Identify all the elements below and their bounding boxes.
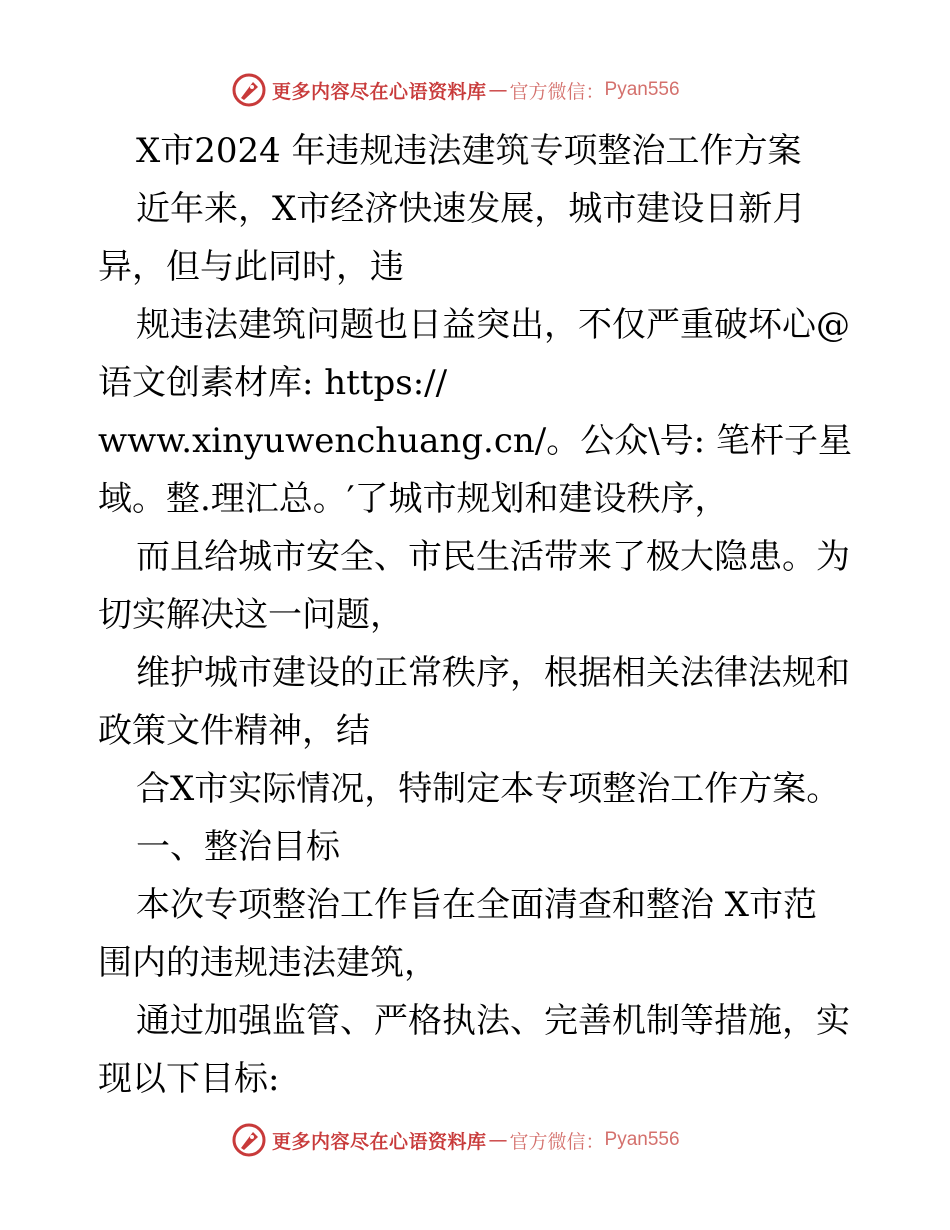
banner-brand-text: 更多内容尽在心语资料库 [272, 1130, 487, 1153]
header-banner [232, 72, 680, 108]
paragraph-line: 近年来，X市经济快速发展，城市建设日新月 [136, 189, 807, 229]
banner-brand-text: 更多内容尽在心语资料库 [272, 80, 487, 103]
paragraph-line: 规违法建筑问题也日益突出，不仅严重破坏心@ [136, 305, 850, 345]
footer-banner [232, 1122, 680, 1158]
paragraph-line: 语文创素材库: https:// [98, 363, 448, 403]
paragraph-line: 通过加强监管、严格执法、完善机制等措施，实 [136, 1001, 850, 1041]
pen-nib-logo-icon [232, 1123, 266, 1157]
paragraph-line: 域。整.理汇总。′了城市规划和建设秩序， [98, 479, 729, 519]
banner-account-label: 官方微信： [509, 1130, 605, 1153]
pen-nib-logo-icon [232, 73, 266, 107]
banner-separator: — [488, 79, 508, 101]
paragraph-line: 异，但与此同时，违 [98, 247, 404, 287]
document-body [98, 122, 858, 1108]
banner-account-id: Pyan556 [604, 79, 680, 100]
banner-separator: — [488, 1129, 508, 1151]
paragraph-line: 维护城市建设的正常秩序，根据相关法律法规和 [136, 653, 850, 693]
paragraph-line: www.xinyuwenchuang.cn/。公众\号: 笔杆子星 [98, 421, 852, 461]
banner-account-label: 官方微信： [509, 80, 605, 103]
paragraph-line: 合X市实际情况，特制定本专项整治工作方案。 [136, 769, 841, 809]
paragraph-line: 现以下目标: [98, 1059, 280, 1099]
paragraph-line: 切实解决这一问题， [98, 595, 404, 635]
paragraph-line: 围内的违规违法建筑， [98, 943, 438, 983]
document-title: X市2024 年违规违法建筑专项整治工作方案 [136, 131, 802, 171]
paragraph-line: 政策文件精神，结 [98, 711, 370, 751]
section-heading: 一、整治目标 [136, 827, 340, 867]
banner-account-id: Pyan556 [604, 1129, 680, 1150]
paragraph-line: 而且给城市安全、市民生活带来了极大隐患。为 [136, 537, 850, 577]
paragraph-line: 本次专项整治工作旨在全面清查和整治 X市范 [136, 885, 818, 925]
